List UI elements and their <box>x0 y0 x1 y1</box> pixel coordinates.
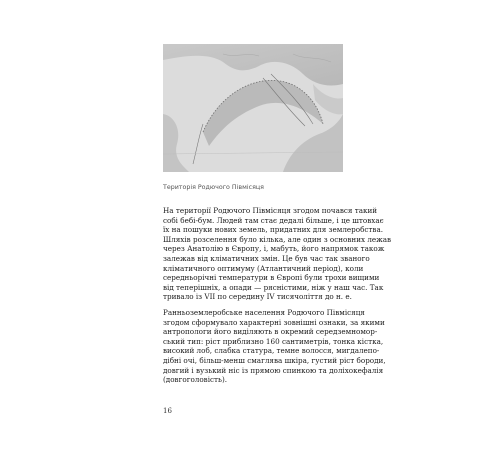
text-line: через Анатолію в Європу, і, мабуть, його напрямок також <box>163 244 385 254</box>
text-line: довгий і вузький ніс із прямою спинкою та доліхокефалія <box>163 365 384 375</box>
figure-caption: Територія Родючого Півмісяця <box>163 184 264 191</box>
text-line: тривало із VII по середину IV тисячоліття до н. е. <box>163 292 352 302</box>
paragraph-1 <box>163 206 392 302</box>
body-text <box>163 206 392 385</box>
text-line: Шляхів розселення було кілька, але один з основних лежав <box>163 234 392 244</box>
text-line: середньорічні температури в Європі були трохи вищими <box>163 273 380 283</box>
page-number: 16 <box>163 407 172 415</box>
text-line: залежав від кліматичних змін. Це був час так званого <box>163 253 370 263</box>
paragraph-2 <box>163 307 386 385</box>
text-line: високий лоб, слабка статура, темне волосся, мигдалепо- <box>163 346 380 356</box>
text-line: На території Родючого Півмісяця згодом почався такий <box>163 206 378 215</box>
text-line: кліматичного оптимуму (Атлантичний період), коли <box>163 263 364 273</box>
text-line: їх на пошуки нових земель, придатних для землеробства. <box>163 225 384 235</box>
text-line: ський тип: ріст приблизно 160 сантиметрів, тонка кістка, <box>163 336 384 346</box>
text-line: антропологи його виділяють в окремий середземномор- <box>163 327 378 337</box>
text-line: згодом сформувало характерні зовнішні ознаки, за якими <box>163 317 385 327</box>
text-line: собі бебі-бум. Людей там стає дедалі більше, і це штовхає <box>163 215 384 225</box>
text-line: (довгоголовість). <box>163 375 228 385</box>
text-line: Ранньоземлеробське населення Родючого Півмісяця <box>163 307 365 317</box>
fertile-crescent-map <box>163 44 343 172</box>
text-line: дібні очі, більш-менш смаглява шкіра, густий ріст бороди, <box>163 355 386 365</box>
map-illustration <box>163 44 343 172</box>
text-line: від теперішніх, а опади — рясністими, ніж у наш час. Так <box>163 282 384 292</box>
